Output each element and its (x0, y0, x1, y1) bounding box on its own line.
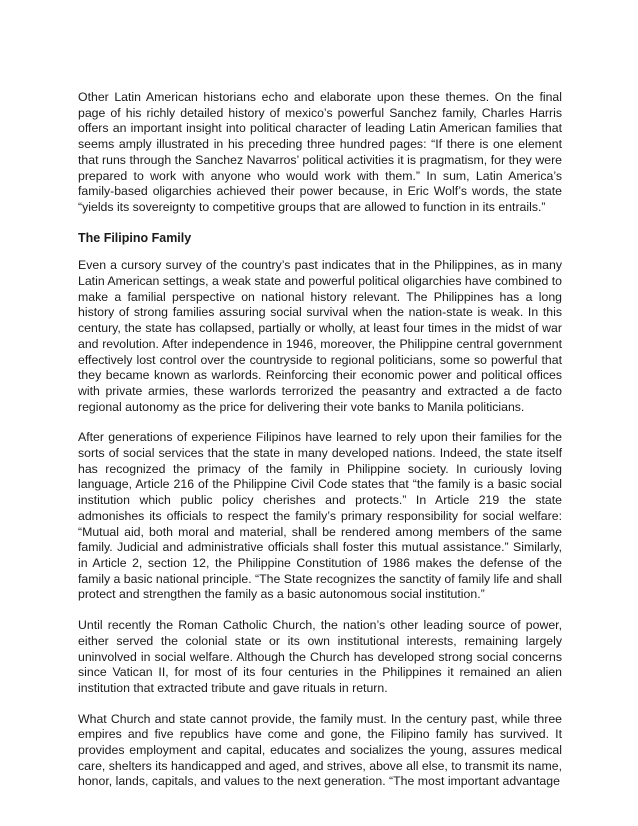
body-paragraph-2: After generations of experience Filipinos have learned to rely upon their families for the sorts of social services that the state in many developed nations. Indeed, the state itself has recognized the primacy of the family in Philippine society. In curiously loving language, Article 216 of the Philippine Civil Code states that “the family is a basic social institution which public policy cherishes and protects.” In Article 219 the state admonishes its officials to respect the family’s primary responsibility for social welfare: “Mutual aid, both moral and material, shall be rendered among members of the same family. Judicial and administrative officials shall foster this mutual assistance.” Similarly, in Article 2, section 12, the Philippine Constitution of 1986 makes the defense of the family a basic national principle. “The State recognizes the sanctity of family life and shall protect and strengthen the family as a basic autonomous social institution.” (78, 430, 562, 602)
body-paragraph-4: What Church and state cannot provide, the family must. In the century past, while three empires and five republics have come and gone, the Filipino family has survived. It provides employment and capital, educates and socializes the young, assures medical care, shelters its handicapped and aged, and strives, above all else, to transmit its name, honor, lands, capitals, and values to the next generation. “The most important advantage (78, 711, 562, 789)
body-paragraph-1: Even a cursory survey of the country’s past indicates that in the Philippines, as in many Latin American settings, a weak state and powerful political oligarchies have combined to make a familial perspective on national history relevant. The Philippines has a long history of strong families assuring social survival when the nation-state is weak. In this century, the state has collapsed, partially or wholly, at least four times in the midst of war and revolution. After independence in 1946, moreover, the Philippine central government effectively lost control over the countryside to regional politicians, some so powerful that they became known as warlords. Reinforcing their economic power and political offices with private armies, these warlords terrorized the peasantry and extracted a de facto regional autonomy as the price for delivering their vote banks to Manila politicians. (78, 258, 562, 414)
intro-paragraph: Other Latin American historians echo and elaborate upon these themes. On the final page of his richly detailed history of mexico’s powerful Sanchez family, Charles Harris offers an important insight into political character of leading Latin American families that seems amply illustrated in his preceding three hundred pages: “If there is one element that runs through the Sanchez Navarros’ political activities it is pragmatism, for they were prepared to work with anyone who would work with them.” In sum, Latin America’s family-based oligarchies achieved their power because, in Eric Wolf’s words, the state “yields its sovereignty to competitive groups that are allowed to function in its entrails.” (78, 90, 562, 214)
section-heading: The Filipino Family (78, 230, 192, 245)
document-page (78, 90, 562, 805)
body-paragraph-3: Until recently the Roman Catholic Church, the nation’s other leading source of power, either served the colonial state or its own institutional interests, remaining largely uninvolved in social welfare. Although the Church has developed strong social concerns since Vatican II, for most of its four centuries in the Philippines it remained an alien institution that extracted tribute and gave rituals in return. (78, 618, 562, 695)
